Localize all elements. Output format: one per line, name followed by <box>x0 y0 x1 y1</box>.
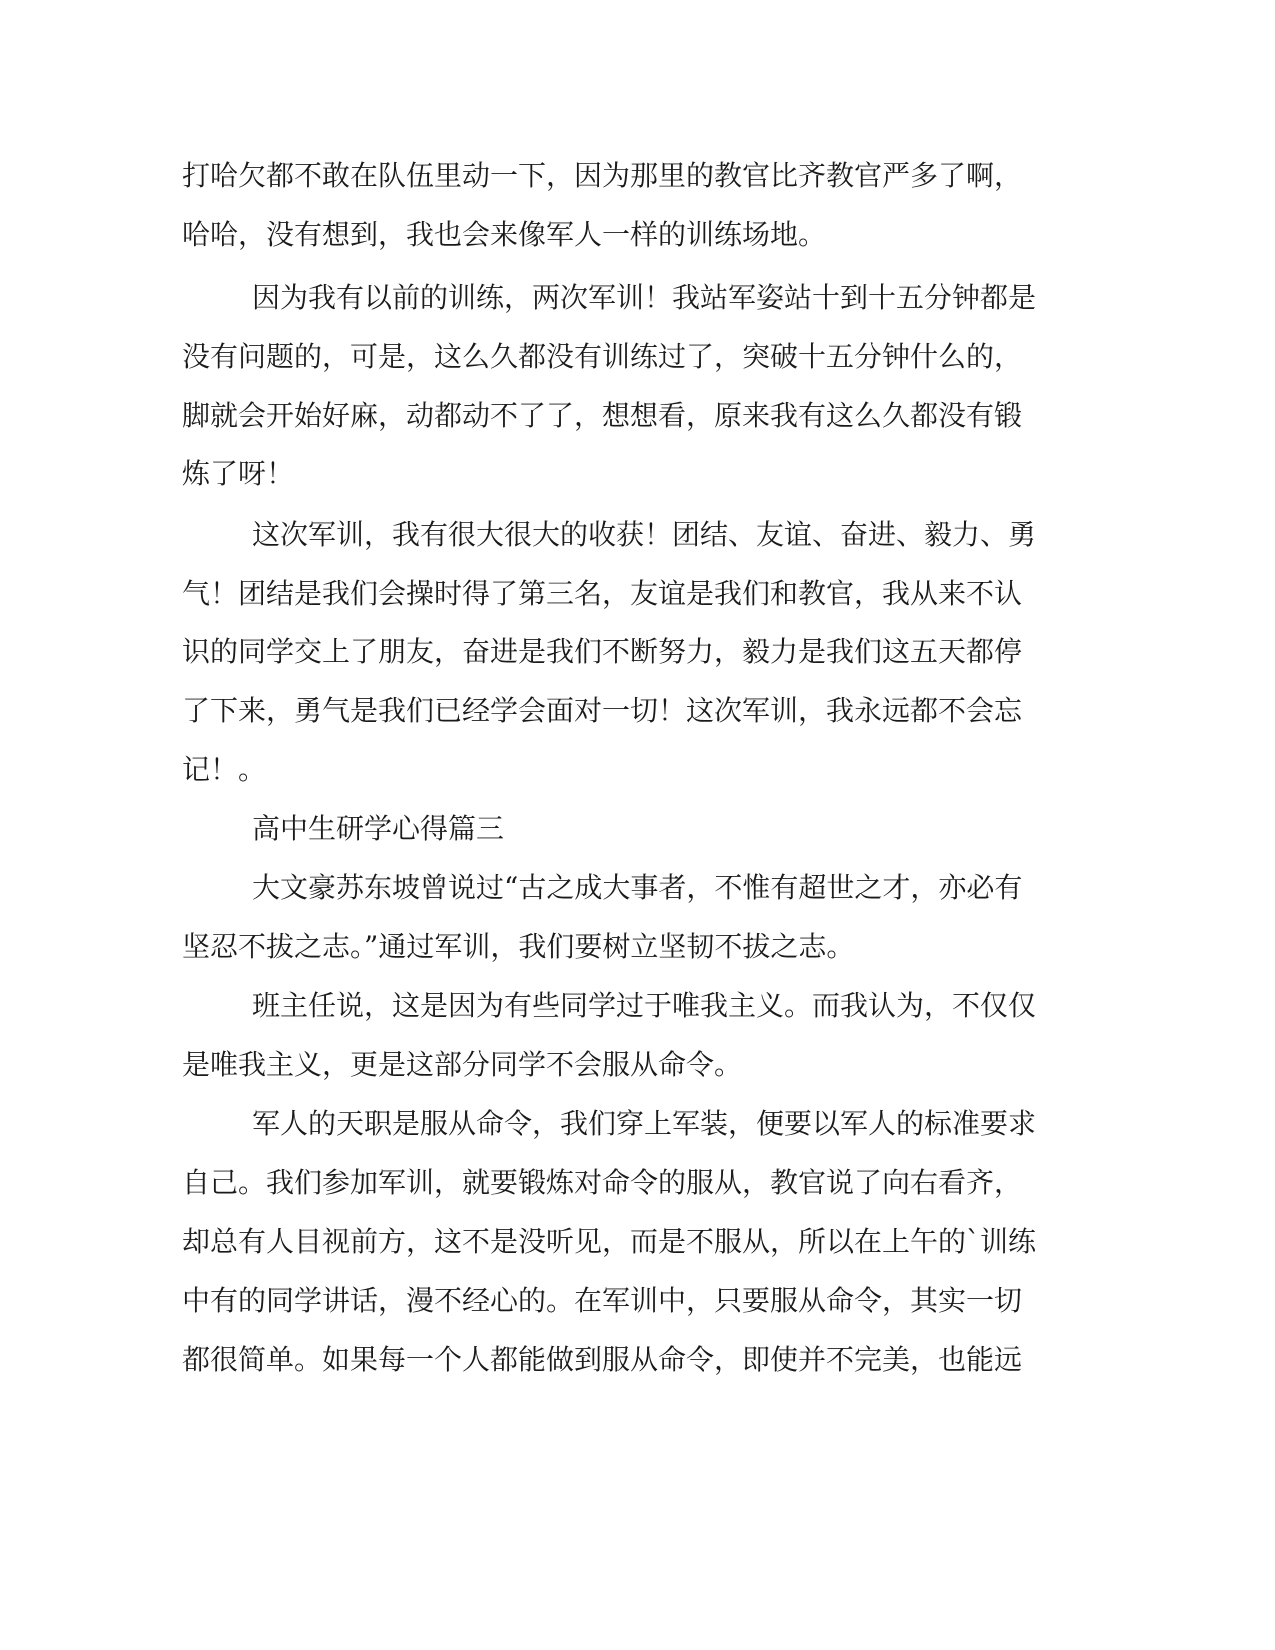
text-line: 都很简单。如果每一个人都能做到服从命令，即使并不完美，也能远 <box>182 1343 1023 1376</box>
text-line: 大文豪苏东坡曾说过“古之成大事者，不惟有超世之才，亦必有 <box>252 871 1023 904</box>
text-line: 炼了呀！ <box>182 457 295 490</box>
text-line: 班主任说，这是因为有些同学过于唯我主义。而我认为，不仅仅 <box>252 989 1037 1022</box>
text-line: 没有问题的，可是，这么久都没有训练过了，突破十五分钟什么的， <box>182 340 1023 373</box>
text-line: 中有的同学讲话，漫不经心的。在军训中，只要服从命令，其实一切 <box>182 1284 1023 1317</box>
text-line: 气！团结是我们会操时得了第三名，友谊是我们和教官，我从来不认 <box>182 577 1023 610</box>
text-line: 打哈欠都不敢在队伍里动一下，因为那里的教官比齐教官严多了啊， <box>182 159 1023 192</box>
text-line: 了下来，勇气是我们已经学会面对一切！这次军训，我永远都不会忘 <box>182 694 1023 727</box>
text-line: 哈哈，没有想到，我也会来像军人一样的训练场地。 <box>182 218 827 251</box>
text-line: 是唯我主义，更是这部分同学不会服从命令。 <box>182 1048 743 1081</box>
text-line: 这次军训，我有很大很大的收获！团结、友谊、奋进、毅力、勇 <box>252 518 1037 551</box>
section-heading: 高中生研学心得篇三 <box>252 812 505 845</box>
text-line: 军人的天职是服从命令，我们穿上军装，便要以军人的标准要求 <box>252 1107 1037 1140</box>
text-line: 却总有人目视前方，这不是没听见，而是不服从，所以在上午的`训练 <box>182 1225 1037 1258</box>
text-line: 脚就会开始好麻，动都动不了了，想想看，原来我有这么久都没有锻 <box>182 399 1023 432</box>
text-line: 识的同学交上了朋友，奋进是我们不断努力，毅力是我们这五天都停 <box>182 635 1023 668</box>
text-line: 坚忍不拔之志。”通过军训，我们要树立坚韧不拔之志。 <box>182 930 855 963</box>
text-line: 自己。我们参加军训，就要锻炼对命令的服从，教官说了向右看齐， <box>182 1166 1023 1199</box>
text-line: 因为我有以前的训练，两次军训！我站军姿站十到十五分钟都是 <box>252 281 1037 314</box>
text-line: 记！。 <box>182 753 267 786</box>
